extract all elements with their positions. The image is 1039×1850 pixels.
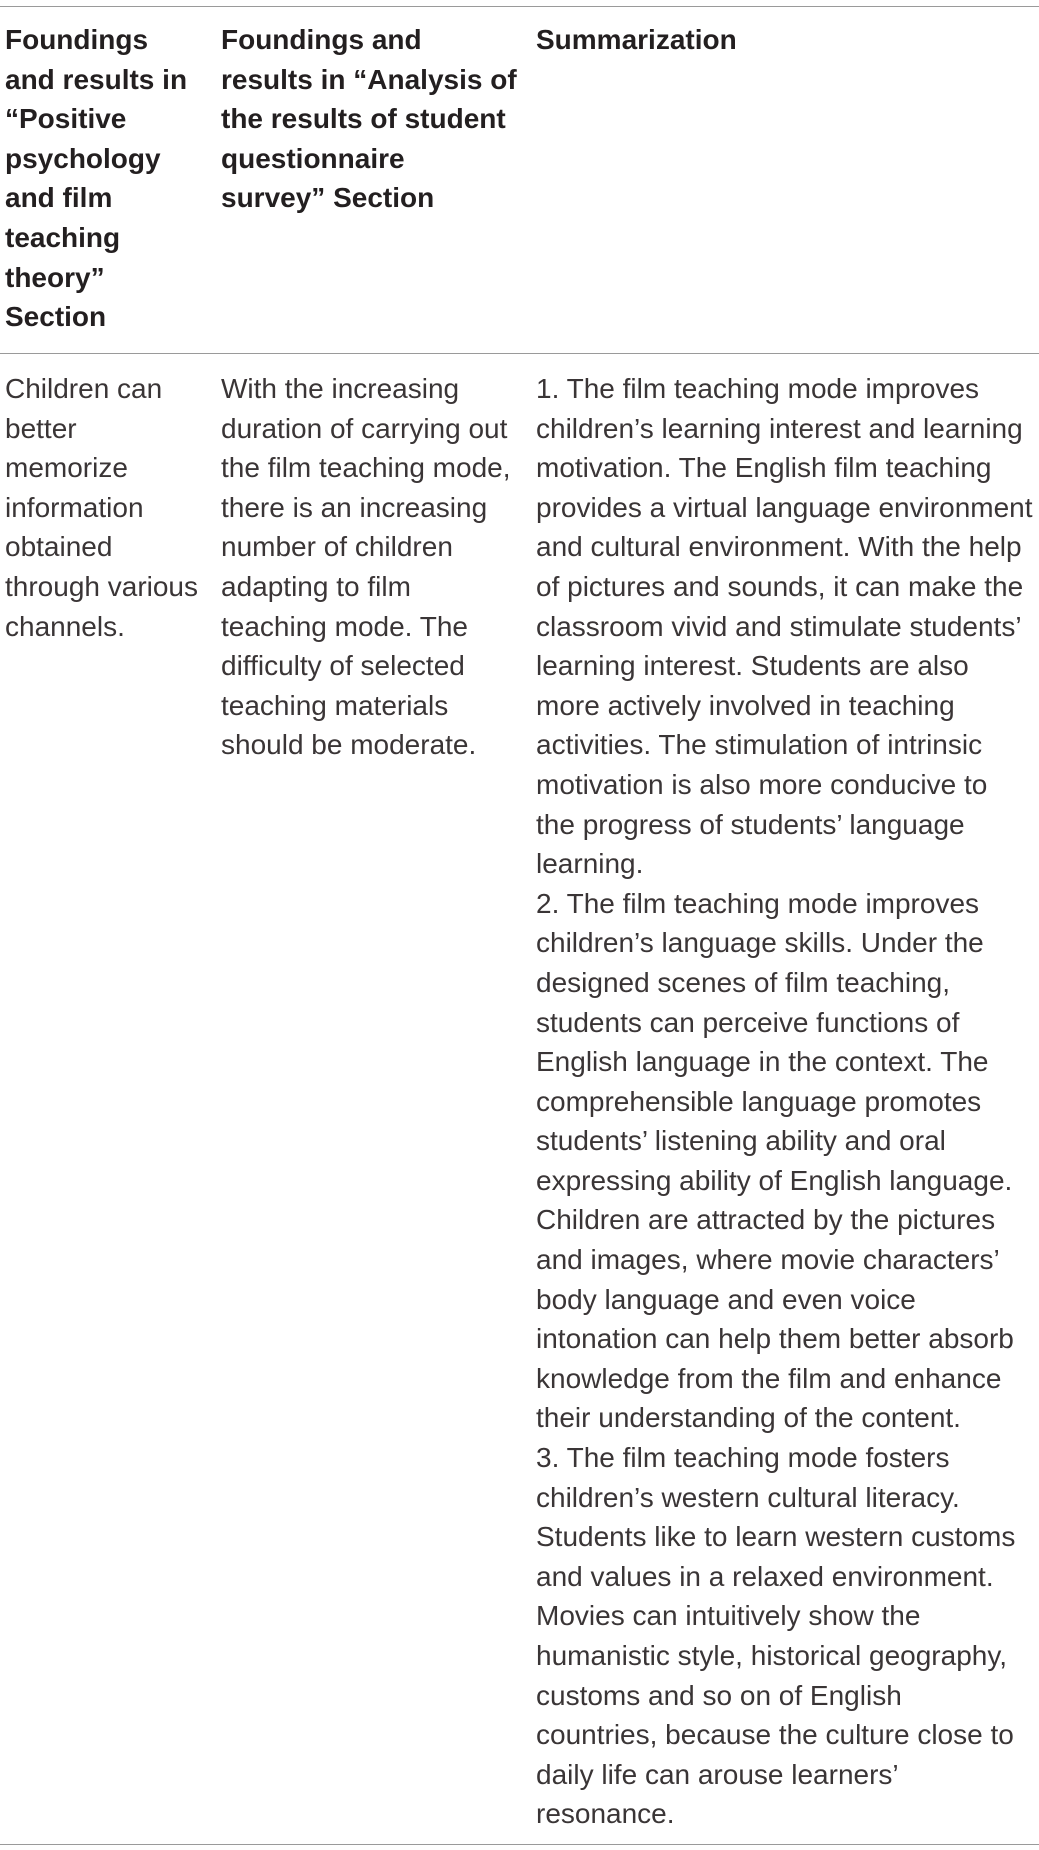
text-line: provides a virtual language environment bbox=[536, 491, 1033, 523]
text-line: body language and even voice bbox=[536, 1283, 916, 1315]
text-line: daily life can arouse learners’ bbox=[536, 1758, 899, 1790]
text-line: children’s language skills. Under the bbox=[536, 927, 984, 959]
text-line: 2. The film teaching mode improves bbox=[536, 887, 980, 919]
text-line: 3. The film teaching mode fosters bbox=[536, 1442, 950, 1474]
text-line: and images, where movie characters’ bbox=[536, 1244, 1000, 1276]
text-line: teaching materials bbox=[221, 689, 449, 721]
body-cell-theory-finding bbox=[5, 369, 205, 646]
text-line: Section bbox=[5, 301, 107, 333]
text-line: Summarization bbox=[536, 24, 737, 55]
text-line: 1. The film teaching mode improves bbox=[536, 373, 980, 404]
text-line: better bbox=[5, 412, 77, 444]
text-line: Movies can intuitively show the bbox=[536, 1600, 921, 1632]
text-line: questionnaire bbox=[221, 142, 405, 174]
text-line: obtained bbox=[5, 531, 113, 563]
text-line: the film teaching mode, bbox=[221, 452, 511, 484]
text-line: results in “Analysis of bbox=[221, 63, 517, 95]
text-line: “Positive bbox=[5, 103, 127, 135]
text-line: and values in a relaxed environment. bbox=[536, 1560, 994, 1592]
text-line: memorize bbox=[5, 452, 128, 484]
text-line: the results of student bbox=[221, 103, 506, 135]
text-line: children’s western cultural literacy. bbox=[536, 1481, 960, 1513]
header-divider-rule bbox=[0, 353, 1039, 354]
text-line: Children can bbox=[5, 373, 163, 404]
text-line: number of children bbox=[221, 531, 453, 563]
text-line: classroom vivid and stimulate students’ bbox=[536, 610, 1022, 642]
text-line: teaching mode. The bbox=[221, 610, 468, 642]
text-line: With the increasing bbox=[221, 373, 460, 404]
text-line: students’ listening ability and oral bbox=[536, 1125, 946, 1157]
text-line: motivation is also more conducive to bbox=[536, 768, 988, 800]
text-line: their understanding of the content. bbox=[536, 1402, 961, 1434]
header-cell-questionnaire-analysis bbox=[221, 20, 527, 218]
text-line: knowledge from the film and enhance bbox=[536, 1362, 1002, 1394]
text-line: more actively involved in teaching bbox=[536, 689, 955, 721]
text-line: duration of carrying out bbox=[221, 412, 508, 444]
body-cell-summarization bbox=[536, 369, 1036, 1834]
text-line: humanistic style, historical geography, bbox=[536, 1640, 1008, 1671]
text-line: expressing ability of English language. bbox=[536, 1164, 1013, 1196]
text-line: resonance. bbox=[536, 1798, 675, 1830]
text-line: information bbox=[5, 491, 144, 523]
text-line: designed scenes of film teaching, bbox=[536, 966, 951, 998]
text-line: adapting to film bbox=[221, 570, 411, 602]
text-line: motivation. The English film teaching bbox=[536, 452, 992, 484]
text-line: students can perceive functions of bbox=[536, 1006, 960, 1038]
text-line: English language in the context. The bbox=[536, 1046, 989, 1078]
text-line: countries, because the culture close to bbox=[536, 1719, 1014, 1751]
table-top-rule bbox=[0, 6, 1039, 7]
text-line: through various bbox=[5, 570, 199, 602]
text-line: activities. The stimulation of intrinsic bbox=[536, 729, 983, 761]
text-line: learning interest. Students are also bbox=[536, 650, 969, 682]
text-line: and film bbox=[5, 182, 113, 214]
text-line: should be moderate. bbox=[221, 729, 477, 761]
text-line: the progress of students’ language bbox=[536, 808, 965, 840]
text-line: children’s learning interest and learning bbox=[536, 412, 1023, 444]
text-line: intonation can help them better absorb bbox=[536, 1323, 1014, 1355]
header-cell-summarization bbox=[536, 20, 1036, 60]
text-line: channels. bbox=[5, 610, 125, 642]
table-bottom-rule bbox=[0, 1844, 1039, 1845]
text-line: Foundings bbox=[5, 24, 149, 55]
text-line: of pictures and sounds, it can make the bbox=[536, 570, 1024, 602]
body-cell-survey-finding bbox=[221, 369, 527, 765]
text-line: learning. bbox=[536, 848, 644, 880]
text-line: Foundings and bbox=[221, 24, 422, 55]
text-line: teaching bbox=[5, 221, 121, 253]
text-line: survey” Section bbox=[221, 182, 435, 214]
text-line: there is an increasing bbox=[221, 491, 488, 523]
text-line: psychology bbox=[5, 142, 161, 174]
header-cell-positive-psychology bbox=[5, 20, 205, 337]
text-line: customs and so on of English bbox=[536, 1679, 902, 1711]
text-line: comprehensible language promotes bbox=[536, 1085, 982, 1117]
text-line: and results in bbox=[5, 63, 188, 95]
text-line: Students like to learn western customs bbox=[536, 1521, 1016, 1553]
text-line: Children are attracted by the pictures bbox=[536, 1204, 996, 1236]
text-line: theory” bbox=[5, 261, 105, 293]
text-line: and cultural environment. With the help bbox=[536, 531, 1022, 563]
text-line: difficulty of selected bbox=[221, 650, 465, 682]
